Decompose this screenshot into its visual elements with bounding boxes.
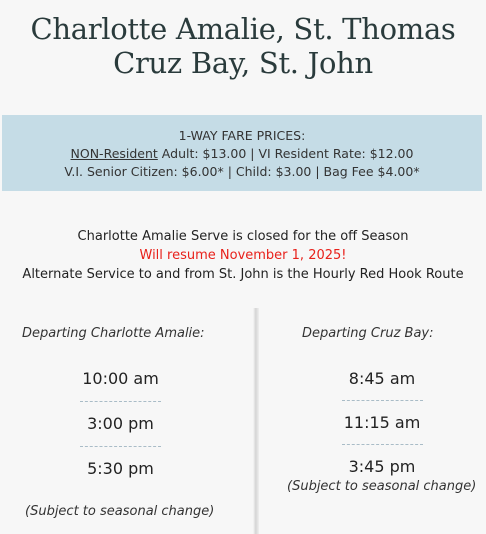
left-separator-2 [80, 446, 161, 447]
notice-alternate: Alternate Service to and from St. John is the Hourly Red Hook Route [22, 267, 464, 282]
non-resident-label: NON-Resident [70, 146, 158, 161]
notice-resume: Will resume November 1, 2025! [139, 248, 347, 263]
fare-line-1 [2, 145, 482, 163]
right-seasonal-note: (Subject to seasonal change) [287, 479, 477, 494]
left-separator-1 [80, 401, 161, 402]
column-divider [253, 308, 259, 534]
service-notice [0, 227, 486, 284]
fare-line-2: V.I. Senior Citizen: $6.00* | Child: $3.00 | Bag Fee $4.00* [64, 164, 420, 179]
right-separator-2 [342, 444, 423, 445]
fare-heading: 1-WAY FARE PRICES: [178, 128, 306, 143]
right-time-1: 8:45 am [348, 369, 416, 388]
title-line-2: Cruz Bay, St. John [113, 46, 373, 80]
page-title [0, 12, 486, 80]
fare-prices-box [2, 115, 482, 191]
left-time-3: 5:30 pm [87, 459, 154, 478]
right-time-3: 3:45 pm [348, 457, 416, 476]
left-seasonal-note: (Subject to seasonal change) [25, 504, 215, 519]
left-column-heading: Departing Charlotte Amalie: [22, 326, 205, 341]
fare-line-1-rest: Adult: $13.00 | VI Resident Rate: $12.00 [157, 146, 414, 161]
left-time-2: 3:00 pm [87, 414, 154, 433]
right-column-heading: Departing Cruz Bay: [302, 326, 434, 341]
right-time-2: 11:15 am [343, 413, 421, 432]
title-line-1: Charlotte Amalie, St. Thomas [30, 12, 456, 46]
notice-closed: Charlotte Amalie Serve is closed for the off Season [77, 229, 409, 244]
left-time-1: 10:00 am [82, 369, 159, 388]
right-separator-1 [342, 400, 423, 401]
